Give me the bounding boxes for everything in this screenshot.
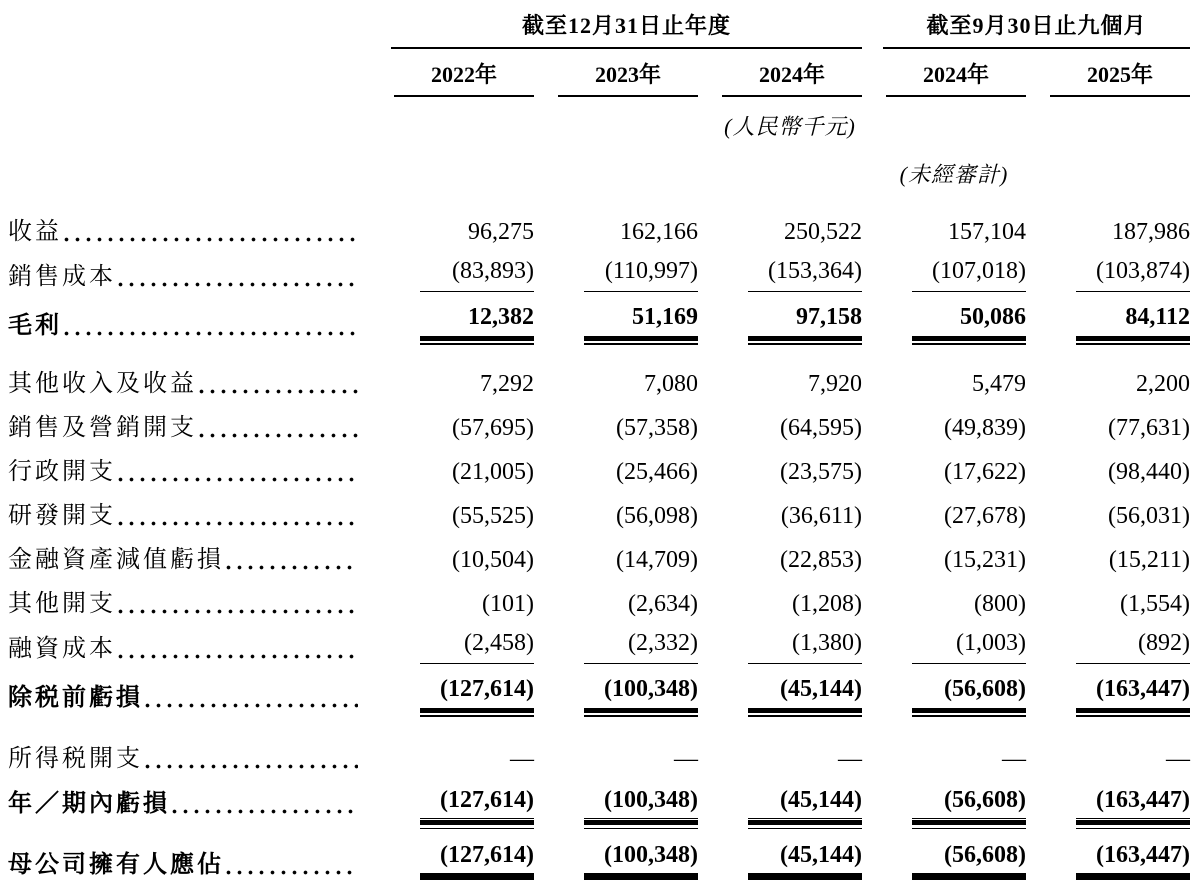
table-row-attributable-to-parent-owners xyxy=(0,835,1200,880)
column-group-interim-label: 截至9月30日止九個月 xyxy=(926,13,1147,38)
table-row-income-tax-expense xyxy=(0,729,1200,774)
cell-value: — xyxy=(1166,746,1190,772)
cell-value: (127,614) xyxy=(420,786,534,819)
dot-leader xyxy=(64,236,358,243)
cell-value: (107,018) xyxy=(912,257,1026,292)
column-group-annual xyxy=(391,12,862,49)
cell-value: (163,447) xyxy=(1076,786,1190,819)
row-label: 除税前虧損 xyxy=(8,685,143,711)
spacer-cell xyxy=(0,12,380,49)
table-row-revenue xyxy=(0,202,1200,247)
column-group-interim xyxy=(883,12,1190,49)
cell-value: 5,479 xyxy=(972,371,1026,397)
row-label: 銷售成本 xyxy=(8,264,116,290)
table-row-selling-marketing-expenses xyxy=(0,399,1200,443)
dot-leader xyxy=(118,520,358,527)
year-header-2025-interim: 2025年 xyxy=(1050,62,1190,97)
year-header-2023: 2023年 xyxy=(558,62,698,97)
cell-value: (1,208) xyxy=(792,591,862,617)
cell-value: (110,997) xyxy=(584,257,698,292)
cell-value: 7,292 xyxy=(480,371,534,397)
row-label: 其他開支 xyxy=(8,591,116,617)
year-header-2024: 2024年 xyxy=(722,62,862,97)
cell-value: 96,275 xyxy=(468,219,534,245)
cell-value: (1,380) xyxy=(748,629,862,664)
table-row-loss-before-tax xyxy=(0,668,1200,713)
cell-value: (77,631) xyxy=(1108,415,1190,441)
table-row-gross-profit xyxy=(0,296,1200,341)
row-label: 毛利 xyxy=(8,313,62,339)
cell-value: — xyxy=(674,746,698,772)
row-label: 其他收入及收益 xyxy=(8,371,197,397)
cell-value: (23,575) xyxy=(780,459,862,485)
row-label: 行政開支 xyxy=(8,459,116,485)
cell-value: (22,853) xyxy=(780,547,862,573)
dot-leader xyxy=(64,330,358,337)
row-label: 研發開支 xyxy=(8,503,116,529)
cell-value: 250,522 xyxy=(784,219,862,245)
cell-value: (36,611) xyxy=(780,503,862,529)
year-header-2024-interim: 2024年 xyxy=(886,62,1026,97)
cell-value: (103,874) xyxy=(1076,257,1190,292)
cell-value: (49,839) xyxy=(944,415,1026,441)
cell-value: (15,211) xyxy=(1108,547,1190,573)
dot-leader xyxy=(118,476,358,483)
cell-value: (2,458) xyxy=(420,629,534,664)
cell-value: (45,144) xyxy=(748,675,862,713)
row-label: 收益 xyxy=(8,219,62,245)
cell-value: (127,614) xyxy=(420,675,534,713)
row-label: 所得税開支 xyxy=(8,746,143,772)
cell-value: (56,608) xyxy=(912,841,1026,880)
row-label: 母公司擁有人應佔 xyxy=(8,852,224,878)
row-label: 年／期內虧損 xyxy=(8,791,170,817)
table-row-finance-costs xyxy=(0,619,1200,664)
cell-value: (21,005) xyxy=(452,459,534,485)
cell-value: 187,986 xyxy=(1112,219,1190,245)
table-row-other-income xyxy=(0,355,1200,399)
table-body xyxy=(0,202,1200,880)
cell-value: (127,614) xyxy=(420,841,534,880)
cell-value: (100,348) xyxy=(584,841,698,880)
dot-leader xyxy=(118,608,358,615)
unaudited-note: (未經審計) xyxy=(899,162,1009,187)
dot-leader xyxy=(145,702,358,709)
cell-value: (10,504) xyxy=(452,547,534,573)
cell-value: (2,634) xyxy=(628,591,698,617)
row-label: 融資成本 xyxy=(8,636,116,662)
dot-leader xyxy=(199,388,358,395)
cell-value: (892) xyxy=(1076,629,1190,664)
cell-value: (101) xyxy=(482,591,534,617)
cell-value: (800) xyxy=(974,591,1026,617)
cell-value: 162,166 xyxy=(620,219,698,245)
dot-leader xyxy=(145,763,358,770)
unit-note-row xyxy=(0,114,1200,140)
spacer-cell xyxy=(0,62,380,97)
cell-value: (45,144) xyxy=(748,841,862,880)
year-header-2022: 2022年 xyxy=(394,62,534,97)
cell-value: (45,144) xyxy=(748,786,862,819)
cell-value: 97,158 xyxy=(748,303,862,341)
cell-value: 51,169 xyxy=(584,303,698,341)
cell-value: (56,098) xyxy=(616,503,698,529)
cell-value: (153,364) xyxy=(748,257,862,292)
table-row-rd-expenses xyxy=(0,487,1200,531)
row-label: 銷售及營銷開支 xyxy=(8,415,197,441)
unaudited-note-row xyxy=(0,162,1200,188)
cell-value: (17,622) xyxy=(944,459,1026,485)
cell-value: 7,080 xyxy=(644,371,698,397)
table-row-loss-for-period xyxy=(0,774,1200,819)
cell-value: (1,003) xyxy=(912,629,1026,664)
cell-value: — xyxy=(838,746,862,772)
cell-value: (56,608) xyxy=(912,675,1026,713)
cell-value: (163,447) xyxy=(1076,841,1190,880)
cell-value: — xyxy=(510,746,534,772)
cell-value: (83,893) xyxy=(420,257,534,292)
currency-unit-note: (人民幣千元) xyxy=(724,114,856,139)
dot-leader xyxy=(226,869,358,876)
table-row-impairment-losses xyxy=(0,531,1200,575)
cell-value: 7,920 xyxy=(808,371,862,397)
cell-value: 157,104 xyxy=(948,219,1026,245)
cell-value: (1,554) xyxy=(1120,591,1190,617)
cell-value: (56,031) xyxy=(1108,503,1190,529)
cell-value: (98,440) xyxy=(1108,459,1190,485)
cell-value: (2,332) xyxy=(584,629,698,664)
cell-value: 2,200 xyxy=(1136,371,1190,397)
cell-value: (57,358) xyxy=(616,415,698,441)
dot-leader xyxy=(199,432,358,439)
cell-value: 12,382 xyxy=(420,303,534,341)
cell-value: (14,709) xyxy=(616,547,698,573)
dot-leader xyxy=(172,808,358,815)
dot-leader xyxy=(118,653,358,660)
year-header-row xyxy=(0,62,1200,97)
cell-value: (57,695) xyxy=(452,415,534,441)
cell-value: (64,595) xyxy=(780,415,862,441)
cell-value: (27,678) xyxy=(944,503,1026,529)
table-row-other-expenses xyxy=(0,575,1200,619)
cell-value: (15,231) xyxy=(944,547,1026,573)
cell-value: 84,112 xyxy=(1076,303,1190,341)
row-label: 金融資產減值虧損 xyxy=(8,547,224,573)
cell-value: (100,348) xyxy=(584,786,698,819)
cell-value: (56,608) xyxy=(912,786,1026,819)
column-group-header-row xyxy=(0,12,1200,49)
cell-value: (55,525) xyxy=(452,503,534,529)
cell-value: — xyxy=(1002,746,1026,772)
cell-value: 50,086 xyxy=(912,303,1026,341)
cell-value: (163,447) xyxy=(1076,675,1190,713)
cell-value: (100,348) xyxy=(584,675,698,713)
table-row-cost-of-sales xyxy=(0,247,1200,292)
table-row-administrative-expenses xyxy=(0,443,1200,487)
dot-leader xyxy=(118,281,358,288)
dot-leader xyxy=(226,564,358,571)
column-group-annual-label: 截至12月31日止年度 xyxy=(521,13,731,38)
cell-value: (25,466) xyxy=(616,459,698,485)
